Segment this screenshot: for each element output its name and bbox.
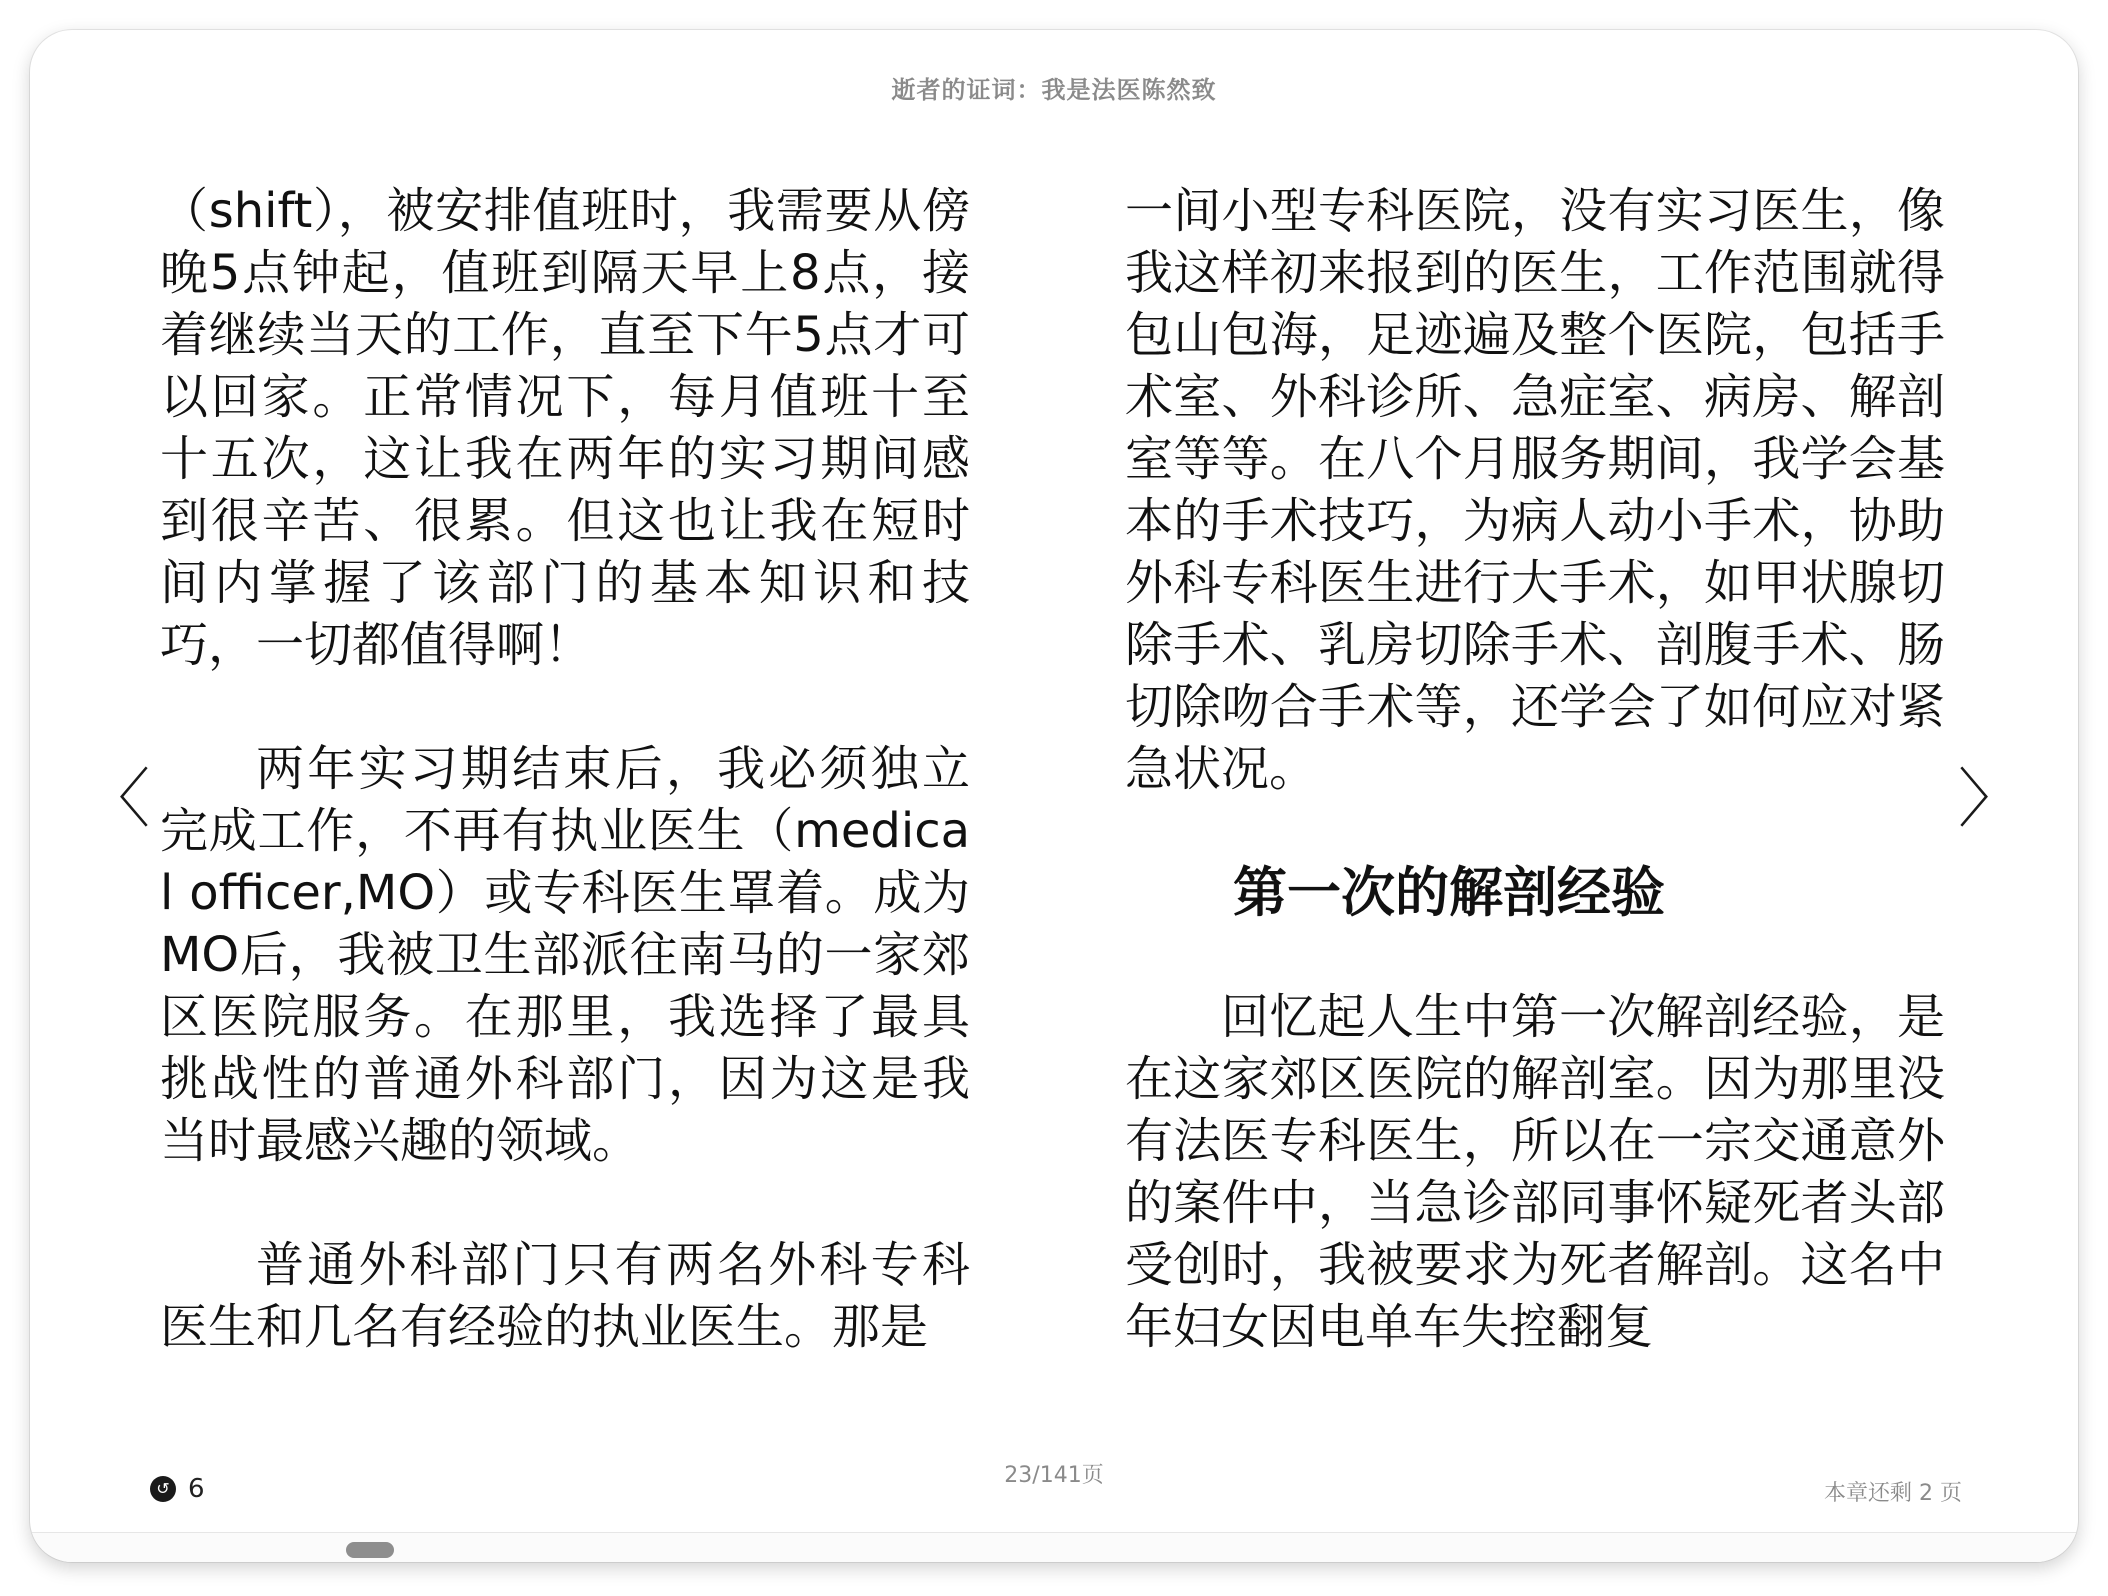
book-title: 逝者的证词：我是法医陈然致 <box>891 76 1217 104</box>
paragraph: 一间小型专科医院，没有实习医生，像我这样初来报到的医生，工作范围就得包山包海，足迹遍及整个医院，包括手术室、外科诊所、急症室、病房、解剖室等等。在八个月服务期间，我学会基本的手术技巧，为病人动小手术，协助外科专科医生进行大手术，如甲状腺切除手术、乳房切除手术、剖腹手术、肠切除吻合手术等，还学会了如何应对紧急状况。 <box>1125 183 1945 797</box>
left-page <box>160 180 970 1400</box>
paragraph: 回忆起人生中第一次解剖经验，是在这家郊区医院的解剖室。因为那里没有法医专科医生，所以在一宗交通意外的案件中，当急诊部同事怀疑死者头部受创时，我被要求为死者解剖。这名中年妇女因电单车失控翻复 <box>1125 989 1945 1355</box>
previous-page-chevron-icon[interactable]: 〈 <box>86 763 150 837</box>
section-heading: 第一次的解剖经验 <box>1233 861 1665 924</box>
next-page-chevron-icon[interactable]: 〉 <box>1958 763 2022 837</box>
paragraph: 普通外科部门只有两名外科专科医生和几名有经验的执业医生。那是 <box>160 1237 970 1355</box>
back-count: 6 <box>188 1474 205 1504</box>
chapter-remaining: 本章还剩 2 页 <box>1824 1481 1962 1506</box>
paragraph: （shift），被安排值班时，我需要从傍晚5点钟起，值班到隔天早上8点，接着继续当天的工作，直至下午5点才可以回家。正常情况下，每月值班十至十五次，这让我在两年的实习期间感到很辛苦、很累。但这也让我在短时间内掌握了该部门的基本知识和技巧，一切都值得啊！ <box>160 183 970 673</box>
reader-window <box>30 30 2078 1562</box>
paragraph: 两年实习期结束后，我必须独立完成工作，不再有执业医生（medical officer,MO）或专科医生罩着。成为MO后，我被卫生部派往南马的一家郊区医院服务。在那里，我选择了最具挑战性的普通外科部门，因为这是我当时最感兴趣的领域。 <box>160 741 970 1169</box>
page-number: 23/141页 <box>1004 1463 1104 1488</box>
bottom-scrollbar-track <box>30 1532 2078 1562</box>
right-page <box>1125 180 1945 1400</box>
back-arrow-icon: ↺ <box>150 1476 176 1502</box>
scrollbar-handle[interactable] <box>346 1542 394 1558</box>
